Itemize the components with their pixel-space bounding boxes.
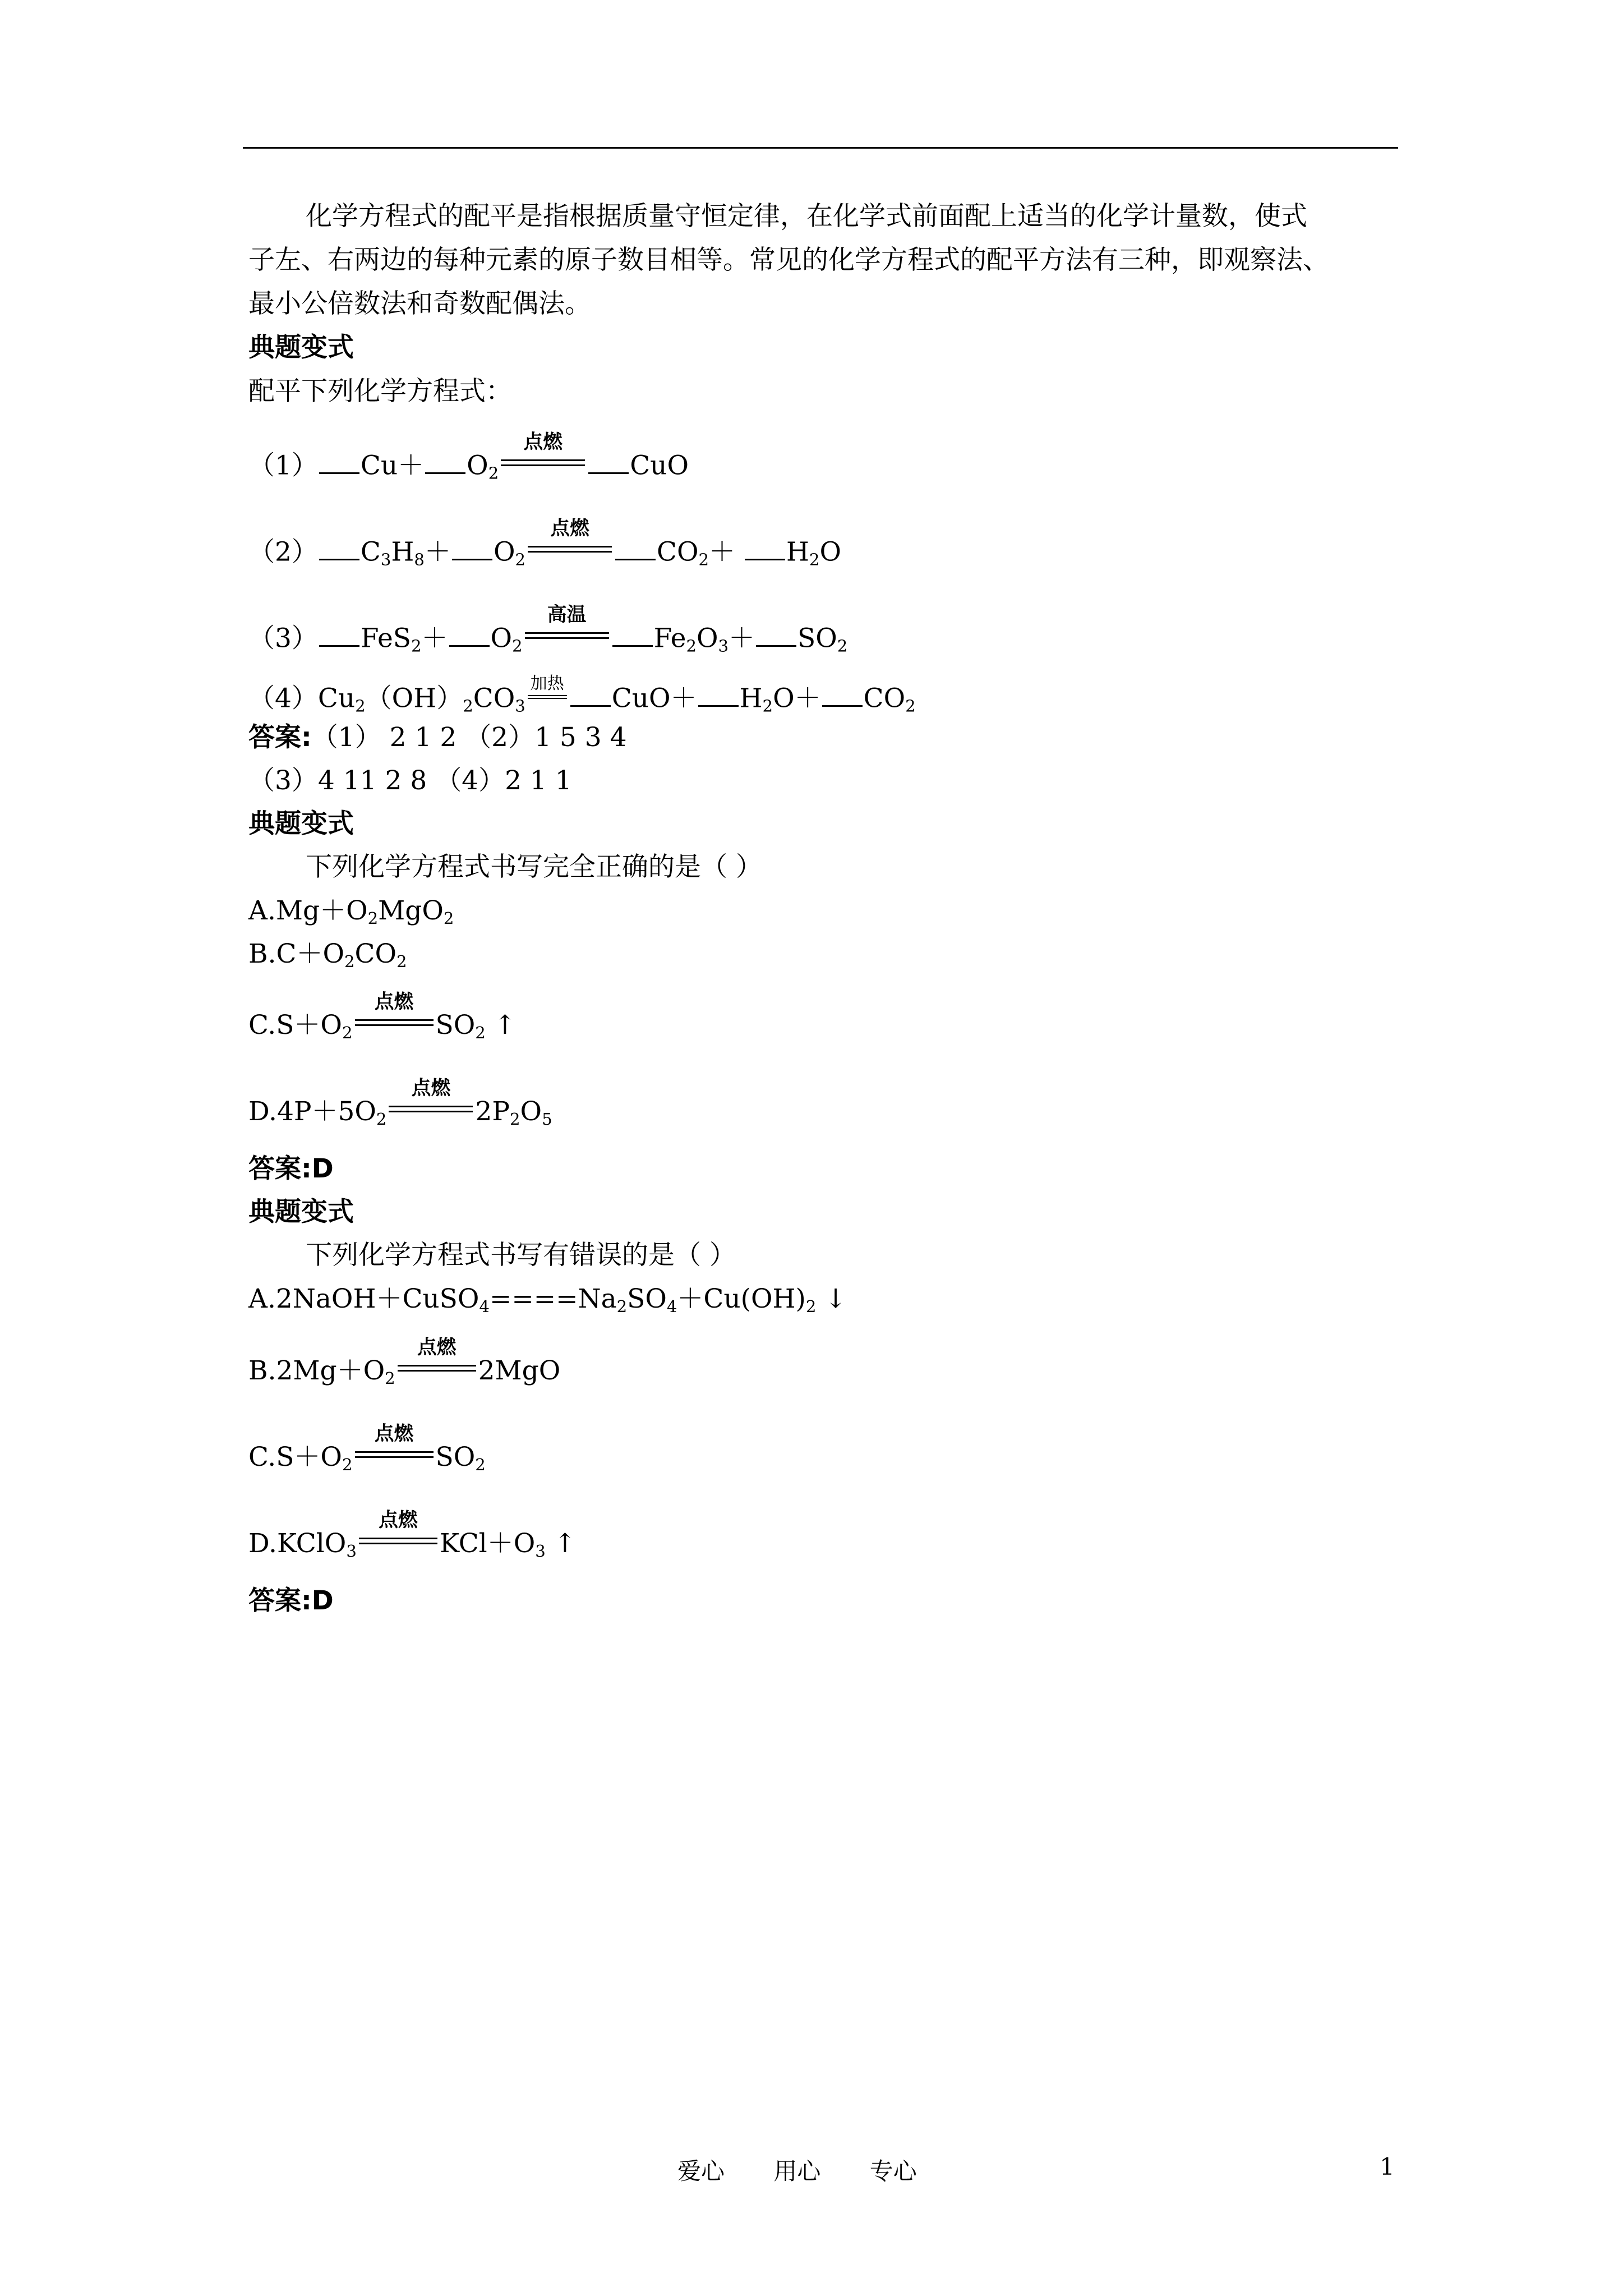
answer-blank[interactable]: [698, 682, 739, 707]
footer-item: 用心: [773, 2157, 821, 2185]
answer-blank[interactable]: [319, 622, 359, 647]
gas-arrow-icon: ↑: [494, 1010, 517, 1041]
reaction-arrow: 点燃: [355, 1010, 434, 1034]
answer-blank[interactable]: [570, 682, 611, 707]
precipitate-arrow-icon: ↓: [824, 1283, 847, 1314]
intro-line-3: 最小公倍数法和奇数配偶法。: [248, 288, 591, 319]
option-2a: $A.Mg+O_2MgO_2$: [248, 895, 454, 928]
equation-2: （2） $C_3H_8+ O_2$ 点燃 $CO_2+ H_2O$: [248, 517, 842, 569]
answer-3: [248, 1585, 334, 1616]
answer-label: 答案:: [248, 722, 312, 753]
gas-arrow-icon: ↑: [554, 1528, 577, 1559]
answer-blank[interactable]: [612, 622, 653, 647]
answer-text: D: [311, 1153, 334, 1184]
header-rule: [243, 147, 1398, 149]
option-3b: $B.2Mg+O_2$ 点燃 2MgO: [248, 1336, 561, 1388]
reaction-arrow: 点燃: [355, 1442, 434, 1466]
reaction-arrow: 高温: [525, 623, 609, 647]
equation-4: $(4)Cu_2(OH)_2CO_3$ 加热 $CuO+ H_2O+ CO_2$: [248, 673, 916, 716]
answer-blank[interactable]: [745, 535, 785, 560]
answer-1-cont: （3）4 11 2 8 （4）2 1 1: [248, 765, 572, 796]
option-3c: $C.S+O_2$ 点燃 $SO_2$: [248, 1422, 486, 1475]
reaction-arrow: 加热: [528, 685, 567, 707]
reaction-arrow: 点燃: [389, 1096, 473, 1120]
answer-blank[interactable]: [822, 682, 863, 707]
option-3a: $A.2NaOH+CuSO_4====Na_2SO_4+Cu(OH)_2$ ↓: [248, 1283, 847, 1317]
page-number: 1: [1380, 2153, 1395, 2180]
reaction-arrow: 点燃: [359, 1528, 437, 1552]
answer-blank[interactable]: [319, 449, 359, 474]
option-2b: $B.C+O_2CO_2$: [248, 938, 407, 972]
answer-label: 答案:: [248, 1585, 312, 1616]
footer-item: 爱心: [677, 2157, 725, 2185]
reaction-arrow: 点燃: [501, 450, 585, 474]
question-2: 下列化学方程式书写完全正确的是（ ）: [306, 852, 762, 882]
answer-blank[interactable]: [588, 449, 629, 474]
section-heading-1: 典题变式: [248, 332, 354, 363]
option-2d: $D.4P+5O_2$ 点燃 $2P_2O_5$: [248, 1076, 552, 1129]
equation-1: （1） $Cu+ O_2$ 点燃 CuO: [248, 431, 689, 483]
option-3d: D.KClO$_3$ 点燃 $KCl+O_3$ ↑: [248, 1508, 577, 1561]
section-heading-3: 典题变式: [248, 1197, 354, 1227]
section-heading-2: 典题变式: [248, 808, 354, 839]
answer-blank[interactable]: [615, 535, 656, 560]
balance-prompt: 配平下列化学方程式：: [248, 376, 512, 407]
answer-blank[interactable]: [319, 535, 359, 560]
equation-3: （3） $FeS_2+ O_2$ 高温 $Fe_2O_3+ SO_2$: [248, 604, 848, 656]
answer-blank[interactable]: [756, 622, 796, 647]
footer: [677, 2153, 958, 2187]
option-2c: $C.S+O_2$ 点燃 $SO_2$ ↑: [248, 990, 517, 1043]
answer-blank[interactable]: [425, 449, 465, 474]
reaction-arrow: 点燃: [398, 1355, 476, 1379]
reaction-arrow: 点燃: [528, 536, 612, 560]
answer-text: （1） 2 1 2 （2）1 5 3 4: [311, 722, 627, 753]
answer-1: [248, 724, 627, 751]
intro-line-1: 化学方程式的配平是指根据质量守恒定律，在化学式前面配上适当的化学计量数，使式: [306, 201, 1307, 232]
answer-blank[interactable]: [452, 535, 492, 560]
question-3: 下列化学方程式书写有错误的是（ ）: [306, 1240, 736, 1271]
footer-item: 专心: [869, 2157, 917, 2185]
intro-line-2: 子左、右两边的每种元素的原子数目相等。常见的化学方程式的配平方法有三种，即观察法、: [248, 245, 1329, 275]
answer-2: [248, 1153, 334, 1184]
answer-label: 答案:: [248, 1153, 312, 1184]
answer-blank[interactable]: [449, 622, 490, 647]
answer-text: D: [311, 1585, 334, 1616]
